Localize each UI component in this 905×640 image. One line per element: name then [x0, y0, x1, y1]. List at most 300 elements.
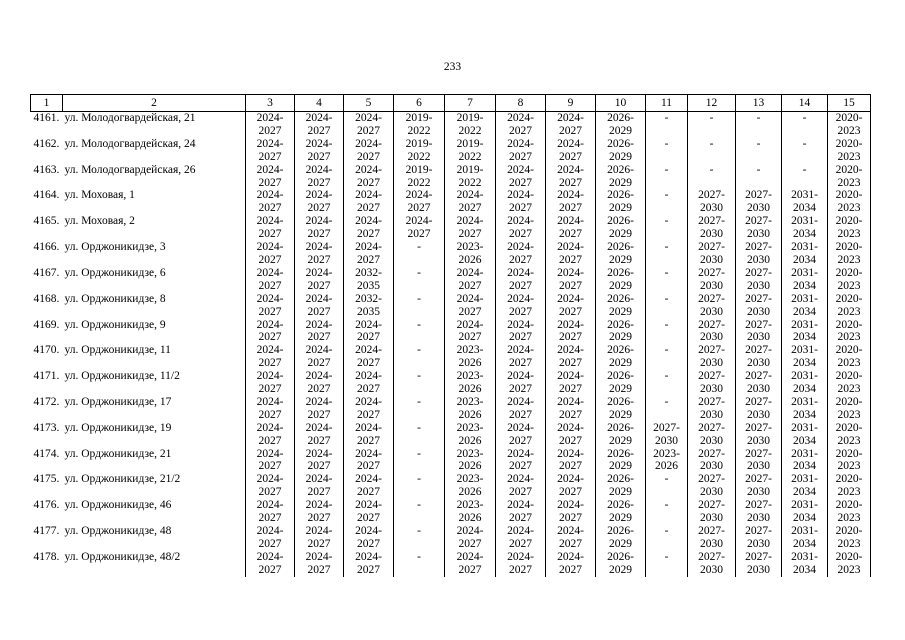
period-cell: 2023- 2026 [445, 344, 496, 370]
col-header: 9 [546, 95, 596, 112]
row-number: 4175. [33, 473, 60, 486]
row-number: 4173. [33, 421, 60, 434]
period-cell: - [782, 112, 828, 138]
period-cell: 2027- 2030 [736, 189, 782, 215]
period-cell: 2024- 2027 [295, 189, 344, 215]
row-address: ул. Молодогвардейская, 24 [64, 137, 196, 150]
period-cell: 2024- 2027 [246, 267, 295, 293]
period-cell: 2024- 2027 [496, 241, 546, 267]
row-number: 4177. [33, 525, 60, 537]
period-cell: 2020- 2023 [828, 189, 871, 215]
row-address: ул. Молодогвардейская, 21 [64, 112, 196, 124]
period-cell: 2024- 2027 [295, 551, 344, 577]
period-cell: 2026- 2029 [596, 473, 646, 499]
period-cell: 2026- 2029 [596, 422, 646, 448]
period-cell: - [394, 551, 445, 577]
period-cell: 2031- 2034 [782, 267, 828, 293]
table-row [31, 293, 871, 319]
period-cell: - [688, 112, 736, 138]
period-cell: 2027- 2030 [736, 370, 782, 396]
period-cell: 2024- 2027 [546, 448, 596, 474]
row-number: 4166. [33, 241, 60, 254]
table-row [31, 525, 871, 551]
period-cell: 2024- 2027 [445, 319, 496, 345]
period-cell: - [646, 138, 688, 164]
col-header: 8 [496, 95, 546, 112]
period-cell: 2019- 2022 [445, 112, 496, 138]
col-header: 10 [596, 95, 646, 112]
period-cell: 2031- 2034 [782, 473, 828, 499]
period-cell: 2024- 2027 [295, 293, 344, 319]
row-address: ул. Орджоникидзе, 46 [64, 499, 172, 512]
row-address: ул. Моховая, 1 [64, 189, 135, 202]
period-cell: 2024- 2027 [246, 164, 295, 190]
table-row [31, 241, 871, 267]
period-cell: 2024- 2027 [246, 293, 295, 319]
period-cell: 2031- 2034 [782, 499, 828, 525]
period-cell: - [646, 473, 688, 499]
period-cell: - [394, 422, 445, 448]
period-cell: 2020- 2023 [828, 344, 871, 370]
period-cell: 2031- 2034 [782, 293, 828, 319]
period-cell: 2026- 2029 [596, 112, 646, 138]
table-row [31, 422, 871, 448]
period-cell: 2024- 2027 [295, 448, 344, 474]
period-cell: 2024- 2027 [246, 370, 295, 396]
period-cell: - [394, 344, 445, 370]
period-cell: 2024- 2027 [546, 319, 596, 345]
period-cell: 2024- 2027 [496, 267, 546, 293]
period-cell: 2024- 2027 [295, 164, 344, 190]
period-cell: 2024- 2027 [546, 396, 596, 422]
header-row [31, 95, 871, 112]
period-cell: 2024- 2027 [445, 267, 496, 293]
period-cell: 2024- 2027 [496, 112, 546, 138]
period-cell: 2024- 2027 [246, 396, 295, 422]
period-cell: 2027- 2030 [736, 422, 782, 448]
period-cell: 2024- 2027 [246, 499, 295, 525]
period-cell: 2024- 2027 [344, 215, 394, 241]
period-cell: 2019- 2022 [394, 138, 445, 164]
period-cell: 2024- 2027 [445, 551, 496, 577]
period-cell: 2024- 2027 [344, 473, 394, 499]
period-cell: 2024- 2027 [344, 422, 394, 448]
period-cell: 2024- 2027 [546, 525, 596, 551]
col-header: 13 [736, 95, 782, 112]
period-cell: 2024- 2027 [546, 241, 596, 267]
period-cell: 2020- 2023 [828, 241, 871, 267]
period-cell: 2020- 2023 [828, 138, 871, 164]
period-cell: 2027- 2030 [688, 189, 736, 215]
period-cell: 2023- 2026 [445, 370, 496, 396]
period-cell: 2027- 2030 [688, 370, 736, 396]
period-cell: 2024- 2027 [246, 189, 295, 215]
period-cell: 2023- 2026 [445, 499, 496, 525]
period-cell: - [646, 164, 688, 190]
period-cell: 2024- 2027 [546, 473, 596, 499]
col-header: 3 [246, 95, 295, 112]
table-row [31, 164, 871, 190]
period-cell: 2024- 2027 [445, 293, 496, 319]
period-cell: 2024- 2027 [295, 422, 344, 448]
table-row [31, 344, 871, 370]
col-header: 1 [31, 95, 63, 112]
table-row [31, 448, 871, 474]
period-cell: 2023- 2026 [445, 473, 496, 499]
period-cell: 2031- 2034 [782, 396, 828, 422]
period-cell: 2024- 2027 [344, 112, 394, 138]
period-cell: 2024- 2027 [246, 448, 295, 474]
period-cell: 2024- 2027 [546, 499, 596, 525]
row-address: ул. Орджоникидзе, 17 [64, 395, 172, 408]
period-cell: 2020- 2023 [828, 164, 871, 190]
row-number: 4174. [33, 447, 60, 460]
table-row [31, 396, 871, 422]
page-number: 233 [443, 61, 462, 73]
period-cell: 2024- 2027 [546, 164, 596, 190]
period-cell: 2024- 2027 [295, 344, 344, 370]
period-cell: 2031- 2034 [782, 525, 828, 551]
period-cell: 2024- 2027 [546, 344, 596, 370]
period-cell: 2024- 2027 [496, 164, 546, 190]
period-cell: - [394, 319, 445, 345]
table-row [31, 138, 871, 164]
period-cell: - [394, 473, 445, 499]
row-address: ул. Орджоникидзе, 21/2 [64, 473, 181, 486]
period-cell: 2027- 2030 [736, 319, 782, 345]
period-cell: 2026- 2029 [596, 499, 646, 525]
period-cell: - [394, 293, 445, 319]
period-cell: 2031- 2034 [782, 189, 828, 215]
row-address: ул. Орджоникидзе, 19 [64, 421, 172, 434]
period-cell: 2031- 2034 [782, 241, 828, 267]
row-number: 4176. [33, 499, 60, 512]
row-number: 4161. [33, 112, 60, 124]
period-cell: 2027- 2030 [688, 396, 736, 422]
row-address: ул. Орджоникидзе, 3 [64, 241, 166, 254]
period-cell: 2020- 2023 [828, 551, 871, 577]
row-number: 4167. [33, 266, 60, 279]
period-cell: 2024- 2027 [295, 241, 344, 267]
period-cell: 2024- 2027 [496, 293, 546, 319]
period-cell: 2027- 2030 [688, 551, 736, 577]
period-cell: - [394, 525, 445, 551]
period-cell: 2019- 2022 [394, 164, 445, 190]
period-cell: 2026- 2029 [596, 241, 646, 267]
row-number: 4169. [33, 318, 60, 331]
period-cell: 2024- 2027 [344, 551, 394, 577]
period-cell: 2024- 2027 [246, 551, 295, 577]
period-cell: 2024- 2027 [246, 473, 295, 499]
col-header: 6 [394, 95, 445, 112]
period-cell: 2032- 2035 [344, 293, 394, 319]
period-cell: 2024- 2027 [445, 525, 496, 551]
col-header: 4 [295, 95, 344, 112]
period-cell: 2026- 2029 [596, 525, 646, 551]
period-cell: 2024- 2027 [546, 293, 596, 319]
period-cell: 2027- 2030 [736, 448, 782, 474]
period-cell: 2020- 2023 [828, 112, 871, 138]
period-cell: 2024- 2027 [445, 189, 496, 215]
period-cell: 2024- 2027 [496, 138, 546, 164]
period-cell: 2027- 2030 [736, 344, 782, 370]
period-cell: 2024- 2027 [344, 164, 394, 190]
row-number: 4164. [33, 189, 60, 202]
period-cell: 2023- 2026 [445, 422, 496, 448]
period-cell: 2024- 2027 [344, 319, 394, 345]
period-cell: - [646, 344, 688, 370]
period-cell: - [394, 448, 445, 474]
period-cell: 2026- 2029 [596, 448, 646, 474]
period-cell: 2020- 2023 [828, 293, 871, 319]
period-cell: - [646, 112, 688, 138]
period-cell: 2024- 2027 [344, 396, 394, 422]
table-row [31, 112, 871, 138]
period-cell: 2024- 2027 [496, 448, 546, 474]
row-number: 4171. [33, 370, 60, 383]
row-address: ул. Моховая, 2 [64, 215, 135, 228]
period-cell: 2026- 2029 [596, 138, 646, 164]
period-cell: 2026- 2029 [596, 293, 646, 319]
period-cell: 2020- 2023 [828, 448, 871, 474]
period-cell: - [646, 370, 688, 396]
col-header: 14 [782, 95, 828, 112]
period-cell: 2024- 2027 [295, 267, 344, 293]
period-cell: 2024- 2027 [546, 189, 596, 215]
period-cell: 2020- 2023 [828, 422, 871, 448]
row-address: ул. Орджоникидзе, 8 [64, 292, 166, 305]
table-row [31, 499, 871, 525]
period-cell: 2027- 2030 [688, 267, 736, 293]
col-header: 5 [344, 95, 394, 112]
period-cell: - [394, 241, 445, 267]
period-cell: 2024- 2027 [295, 396, 344, 422]
row-address: ул. Орджоникидзе, 11/2 [64, 370, 180, 383]
period-cell: - [736, 138, 782, 164]
period-cell: 2026- 2029 [596, 267, 646, 293]
period-cell: 2024- 2027 [344, 448, 394, 474]
period-cell: 2024- 2027 [295, 138, 344, 164]
period-cell: 2020- 2023 [828, 499, 871, 525]
period-cell: 2026- 2029 [596, 319, 646, 345]
period-cell: 2019- 2022 [445, 138, 496, 164]
period-cell: 2027- 2030 [736, 525, 782, 551]
period-cell: 2027- 2030 [736, 241, 782, 267]
period-cell: 2027- 2030 [688, 319, 736, 345]
period-cell: 2024- 2027 [246, 215, 295, 241]
period-cell: 2023- 2026 [646, 448, 688, 474]
period-cell: 2024- 2027 [394, 215, 445, 241]
row-number: 4172. [33, 395, 60, 408]
period-cell: 2020- 2023 [828, 473, 871, 499]
period-cell: 2024- 2027 [496, 551, 546, 577]
period-cell: - [646, 293, 688, 319]
period-cell: 2024- 2027 [344, 344, 394, 370]
period-cell: 2024- 2027 [496, 189, 546, 215]
period-cell: 2027- 2030 [688, 215, 736, 241]
period-cell: 2024- 2027 [295, 215, 344, 241]
period-cell: 2027- 2030 [688, 241, 736, 267]
row-address: ул. Молодогвардейская, 26 [64, 163, 196, 176]
period-cell: 2026- 2029 [596, 396, 646, 422]
col-header: 11 [646, 95, 688, 112]
period-cell: - [646, 267, 688, 293]
col-header: 7 [445, 95, 496, 112]
period-cell: 2019- 2022 [445, 164, 496, 190]
period-cell: 2024- 2027 [496, 396, 546, 422]
period-cell: 2027- 2030 [736, 551, 782, 577]
col-header: 12 [688, 95, 736, 112]
period-cell: 2027- 2030 [688, 293, 736, 319]
period-cell: 2024- 2027 [546, 551, 596, 577]
row-address: ул. Орджоникидзе, 48 [64, 525, 172, 537]
period-cell: 2024- 2027 [295, 473, 344, 499]
period-cell: 2024- 2027 [344, 370, 394, 396]
period-cell: 2024- 2027 [344, 499, 394, 525]
period-cell: 2031- 2034 [782, 215, 828, 241]
row-number: 4162. [33, 137, 60, 150]
period-cell: 2031- 2034 [782, 319, 828, 345]
period-cell: 2024- 2027 [496, 422, 546, 448]
period-cell: 2024- 2027 [546, 267, 596, 293]
row-address: ул. Орджоникидзе, 6 [64, 266, 166, 279]
period-cell: 2031- 2034 [782, 448, 828, 474]
period-cell: - [394, 267, 445, 293]
table-row [31, 267, 871, 293]
period-cell: 2024- 2027 [344, 189, 394, 215]
period-cell: 2024- 2027 [246, 525, 295, 551]
col-header: 2 [63, 95, 246, 112]
row-address: ул. Орджоникидзе, 11 [64, 344, 171, 357]
period-cell: 2024- 2027 [496, 319, 546, 345]
period-cell: 2020- 2023 [828, 370, 871, 396]
row-address: ул. Орджоникидзе, 21 [64, 447, 172, 460]
period-cell: 2020- 2023 [828, 525, 871, 551]
period-cell: 2024- 2027 [445, 215, 496, 241]
period-cell: 2024- 2027 [246, 344, 295, 370]
table-row [31, 319, 871, 345]
row-address: ул. Орджоникидзе, 48/2 [64, 550, 181, 563]
period-cell: 2031- 2034 [782, 551, 828, 577]
period-cell: 2020- 2023 [828, 267, 871, 293]
row-number: 4168. [33, 292, 60, 305]
period-cell: 2027- 2030 [736, 396, 782, 422]
period-cell: 2019- 2022 [394, 112, 445, 138]
period-cell: 2031- 2034 [782, 422, 828, 448]
period-cell: 2024- 2027 [246, 241, 295, 267]
period-cell: 2026- 2029 [596, 551, 646, 577]
period-cell: - [646, 319, 688, 345]
period-cell: 2031- 2034 [782, 370, 828, 396]
row-address: ул. Орджоникидзе, 9 [64, 318, 166, 331]
period-cell: 2024- 2027 [496, 370, 546, 396]
period-cell: - [646, 215, 688, 241]
period-cell: - [646, 241, 688, 267]
period-cell: 2020- 2023 [828, 319, 871, 345]
period-cell: 2027- 2030 [688, 422, 736, 448]
period-cell: - [646, 499, 688, 525]
period-cell: 2024- 2027 [496, 215, 546, 241]
period-cell: 2027- 2030 [736, 215, 782, 241]
period-cell: 2024- 2027 [295, 319, 344, 345]
period-cell: - [646, 551, 688, 577]
period-cell: 2024- 2027 [344, 138, 394, 164]
schedule-table [30, 94, 871, 577]
period-cell: 2024- 2027 [246, 422, 295, 448]
period-cell: 2024- 2027 [295, 112, 344, 138]
period-cell: 2024- 2027 [394, 189, 445, 215]
period-cell: 2024- 2027 [496, 473, 546, 499]
period-cell: 2024- 2027 [496, 499, 546, 525]
period-cell: 2024- 2027 [295, 525, 344, 551]
period-cell: - [394, 370, 445, 396]
period-cell: 2027- 2030 [736, 293, 782, 319]
period-cell: 2024- 2027 [496, 344, 546, 370]
period-cell: 2027- 2030 [646, 422, 688, 448]
period-cell: 2024- 2027 [546, 112, 596, 138]
period-cell: 2024- 2027 [344, 241, 394, 267]
period-cell: 2024- 2027 [546, 138, 596, 164]
table-row [31, 215, 871, 241]
table-row [31, 370, 871, 396]
period-cell: 2026- 2029 [596, 215, 646, 241]
period-cell: - [646, 189, 688, 215]
row-number: 4163. [33, 163, 60, 176]
period-cell: 2027- 2030 [688, 473, 736, 499]
period-cell: 2024- 2027 [344, 525, 394, 551]
period-cell: 2027- 2030 [688, 344, 736, 370]
period-cell: 2023- 2026 [445, 396, 496, 422]
period-cell: 2023- 2026 [445, 241, 496, 267]
period-cell: 2027- 2030 [688, 499, 736, 525]
row-number: 4178. [33, 550, 60, 563]
period-cell: - [646, 396, 688, 422]
col-header: 15 [828, 95, 871, 112]
period-cell: 2027- 2030 [688, 448, 736, 474]
row-number: 4165. [33, 215, 60, 228]
period-cell: - [394, 499, 445, 525]
period-cell: 2027- 2030 [736, 267, 782, 293]
period-cell: 2024- 2027 [295, 370, 344, 396]
period-cell: 2020- 2023 [828, 396, 871, 422]
table-body [31, 112, 871, 577]
period-cell: 2027- 2030 [736, 499, 782, 525]
period-cell: 2024- 2027 [246, 138, 295, 164]
period-cell: - [736, 112, 782, 138]
period-cell: - [782, 164, 828, 190]
period-cell: 2020- 2023 [828, 215, 871, 241]
period-cell: 2027- 2030 [736, 473, 782, 499]
period-cell: - [646, 525, 688, 551]
table-row [31, 473, 871, 499]
period-cell: 2026- 2029 [596, 370, 646, 396]
table-row [31, 551, 871, 577]
period-cell: - [688, 164, 736, 190]
period-cell: 2032- 2035 [344, 267, 394, 293]
period-cell: - [394, 396, 445, 422]
period-cell: 2024- 2027 [546, 215, 596, 241]
period-cell: 2024- 2027 [546, 370, 596, 396]
period-cell: 2026- 2029 [596, 189, 646, 215]
period-cell: 2026- 2029 [596, 164, 646, 190]
period-cell: 2024- 2027 [246, 112, 295, 138]
row-number: 4170. [33, 344, 60, 357]
period-cell: 2024- 2027 [295, 499, 344, 525]
period-cell: - [736, 164, 782, 190]
table-row [31, 189, 871, 215]
period-cell: 2031- 2034 [782, 344, 828, 370]
period-cell: - [782, 138, 828, 164]
